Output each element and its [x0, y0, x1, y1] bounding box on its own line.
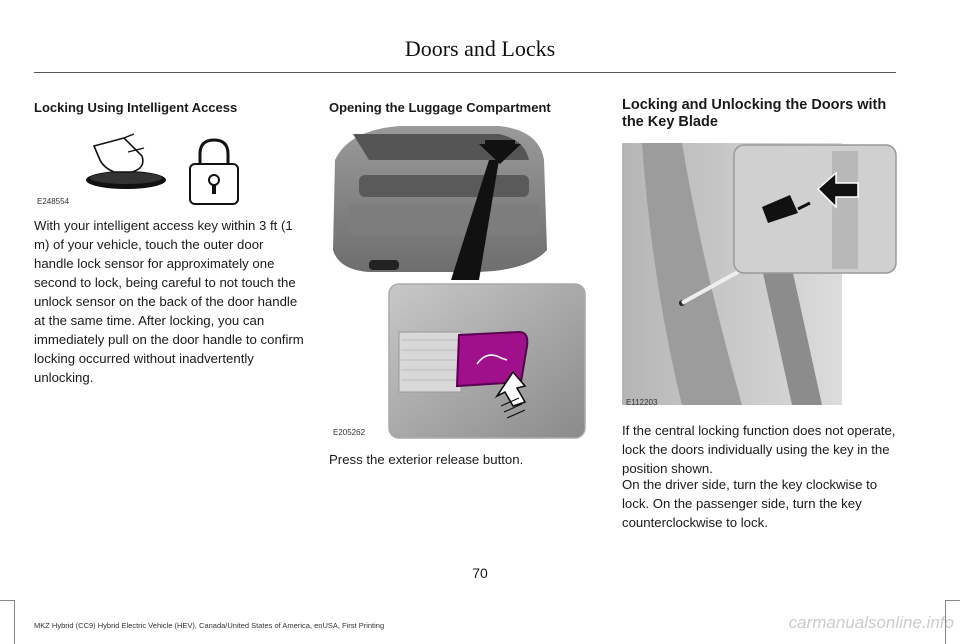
watermark: carmanualsonline.info: [788, 613, 954, 632]
figure-code-e205262: E205262: [333, 428, 366, 437]
figure-code-e112203: E112203: [626, 398, 658, 407]
column-intelligent-access: [34, 96, 304, 116]
footer-text: MKZ Hybrid (CC9) Hybrid Electric Vehicle (HEV), Canada/United States of America, enUSA, First Printing: [34, 621, 385, 630]
key-blade-illustration: [622, 143, 898, 407]
figure-code-e248554: E248554: [37, 197, 70, 206]
page-number: 70: [472, 565, 488, 581]
heading-luggage-compartment: Opening the Luggage Compartment: [329, 100, 551, 115]
header-divider: [34, 72, 896, 73]
key-blade-paragraph-2: On the driver side, turn the key clockwise to lock. On the passenger side, turn the key counterclockwise to lock.: [622, 477, 878, 530]
crop-mark-left: [0, 600, 15, 644]
heading-intelligent-access: Locking Using Intelligent Access: [34, 100, 238, 115]
luggage-release-illustration: [329, 120, 591, 440]
luggage-paragraph: Press the exterior release button.: [329, 452, 524, 467]
lock-sensor-illustration: [34, 128, 244, 208]
page-header-title: Doors and Locks: [404, 36, 556, 61]
intelligent-access-paragraph: With your intelligent access key within 3 ft (1 m) of your vehicle, touch the outer door handle lock sensor for approximately one second to lock, being careful to not touch the unlock sensor on the back of the door handle at the same time. After locking, you can immediately pull on the door handle to confirm locking occurred without inadvertently unlocking.: [34, 218, 304, 385]
heading-key-blade: Locking and Unlocking the Doors with the Key Blade: [622, 97, 887, 130]
key-blade-paragraph-1: If the central locking function does not operate, lock the doors individually using the key in the position shown.: [622, 423, 896, 476]
